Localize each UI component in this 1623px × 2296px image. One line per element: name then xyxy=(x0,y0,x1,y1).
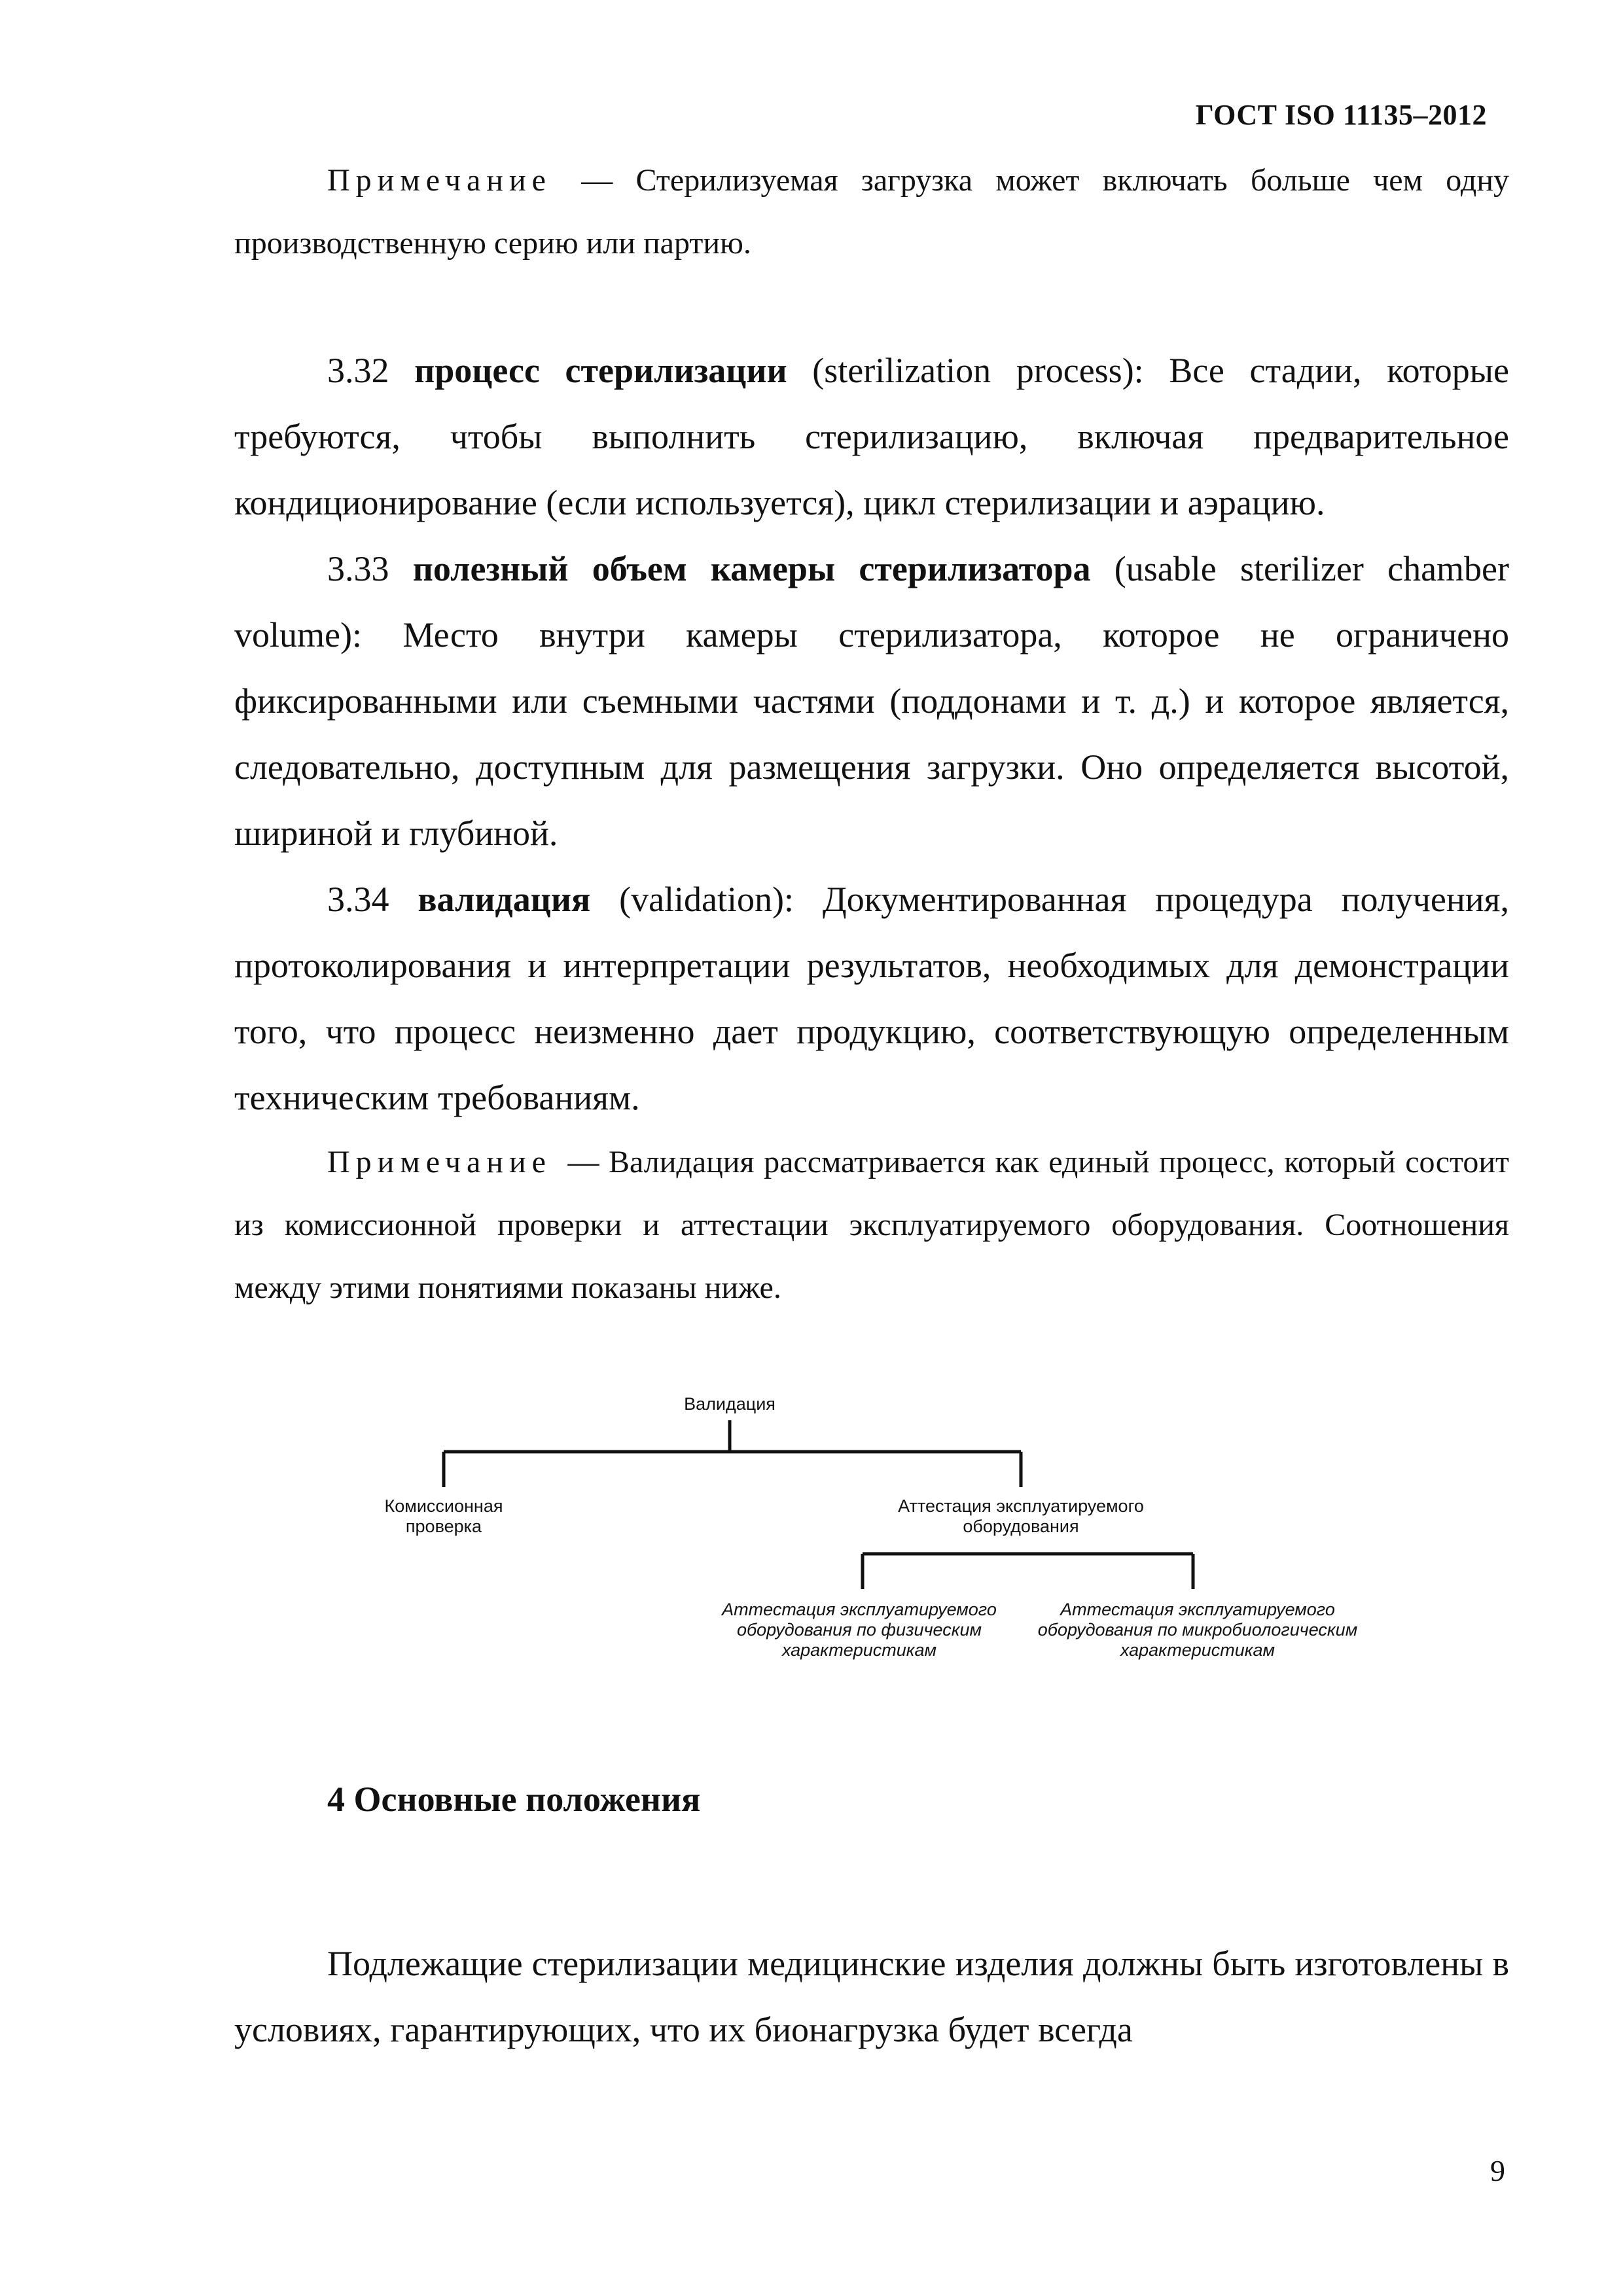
definition-number: 3.34 xyxy=(327,880,418,919)
note-validation xyxy=(234,1131,1509,1319)
definitions-block xyxy=(234,149,1509,1319)
note-text: — Валидация рассматривается как единый процесс, который состоит из комиссионной проверки и аттестации эксплуатируемого оборудования. Соотношения между этими понятиями показаны ниже. xyxy=(234,1145,1509,1305)
definition-term: валидация xyxy=(418,880,591,919)
definition-3-34 xyxy=(234,867,1509,1131)
standard-header: ГОСТ ISO 11135–2012 xyxy=(1195,99,1487,131)
definition-term: процесс стерилизации xyxy=(414,351,787,390)
definition-number: 3.33 xyxy=(327,549,413,588)
diagram-node-physical-qualification xyxy=(705,1600,1013,1660)
note-label: Примечание xyxy=(327,163,552,198)
section-paragraph: Подлежащие стерилизации медицинские изделия должны быть изготовлены в условиях, гарантирующих, что их бионагрузка будет всегда xyxy=(234,1944,1509,2049)
node-label-line: Аттестация эксплуатируемого xyxy=(722,1600,997,1619)
definition-text: (sterilization process): Все стадии, которые требуются, чтобы выполнить стерилизацию, включая предварительное кондиционирование (если используется), цикл стерилизации и аэрацию. xyxy=(234,351,1510,522)
validation-hierarchy-diagram xyxy=(366,1388,1387,1695)
node-label-line: характеристикам xyxy=(781,1640,937,1660)
node-label-line: оборудования по физическим xyxy=(736,1620,982,1640)
definition-number: 3.32 xyxy=(327,351,415,390)
note-text: — Стерилизуемая загрузка может включать больше чем одну производственную серию или партию. xyxy=(234,163,1509,260)
section-4-body xyxy=(234,1931,1509,2063)
section-title: 4 Основные положения xyxy=(327,1780,701,1819)
diagram-node-commissioning xyxy=(366,1496,521,1537)
note-label: Примечание xyxy=(327,1145,552,1179)
diagram-node-performance-qualification xyxy=(890,1496,1152,1537)
node-label-line: проверка xyxy=(405,1516,482,1536)
node-label-line: характеристикам xyxy=(1120,1640,1275,1660)
node-label-line: оборудования по микробиологическим xyxy=(1037,1620,1358,1640)
node-label-line: Аттестация эксплуатируемого xyxy=(1060,1600,1335,1619)
node-label: Валидация xyxy=(684,1394,776,1414)
diagram-node-microbiological-qualification xyxy=(1014,1600,1381,1660)
node-label-line: Комиссионная xyxy=(384,1496,503,1516)
definition-text: (validation): Документированная процедура получения, протоколирования и интерпретации результатов, необходимых для демонстрации того, что процесс неизменно дает продукцию, соответствующую определенным техническим требованиям. xyxy=(234,880,1510,1117)
node-label-line: Аттестация эксплуатируемого xyxy=(898,1496,1144,1516)
diagram-node-validation xyxy=(677,1394,782,1414)
spacer xyxy=(234,275,1509,338)
definition-term: полезный объем камеры стерилизатора xyxy=(412,549,1091,588)
node-label-line: оборудования xyxy=(963,1516,1079,1536)
page-number: 9 xyxy=(1490,2154,1505,2187)
definition-3-32 xyxy=(234,338,1509,536)
definition-text: (usable sterilizer chamber volume): Место внутри камеры стерилизатора, которое не ограничено фиксированными или съемными частями (поддонами и т. д.) и которое является, следовательно, доступным для размещения загрузки. Оно определяется высотой, шириной и глубиной. xyxy=(234,549,1510,853)
note-sterilization-load xyxy=(234,149,1509,275)
definition-3-33 xyxy=(234,536,1509,867)
